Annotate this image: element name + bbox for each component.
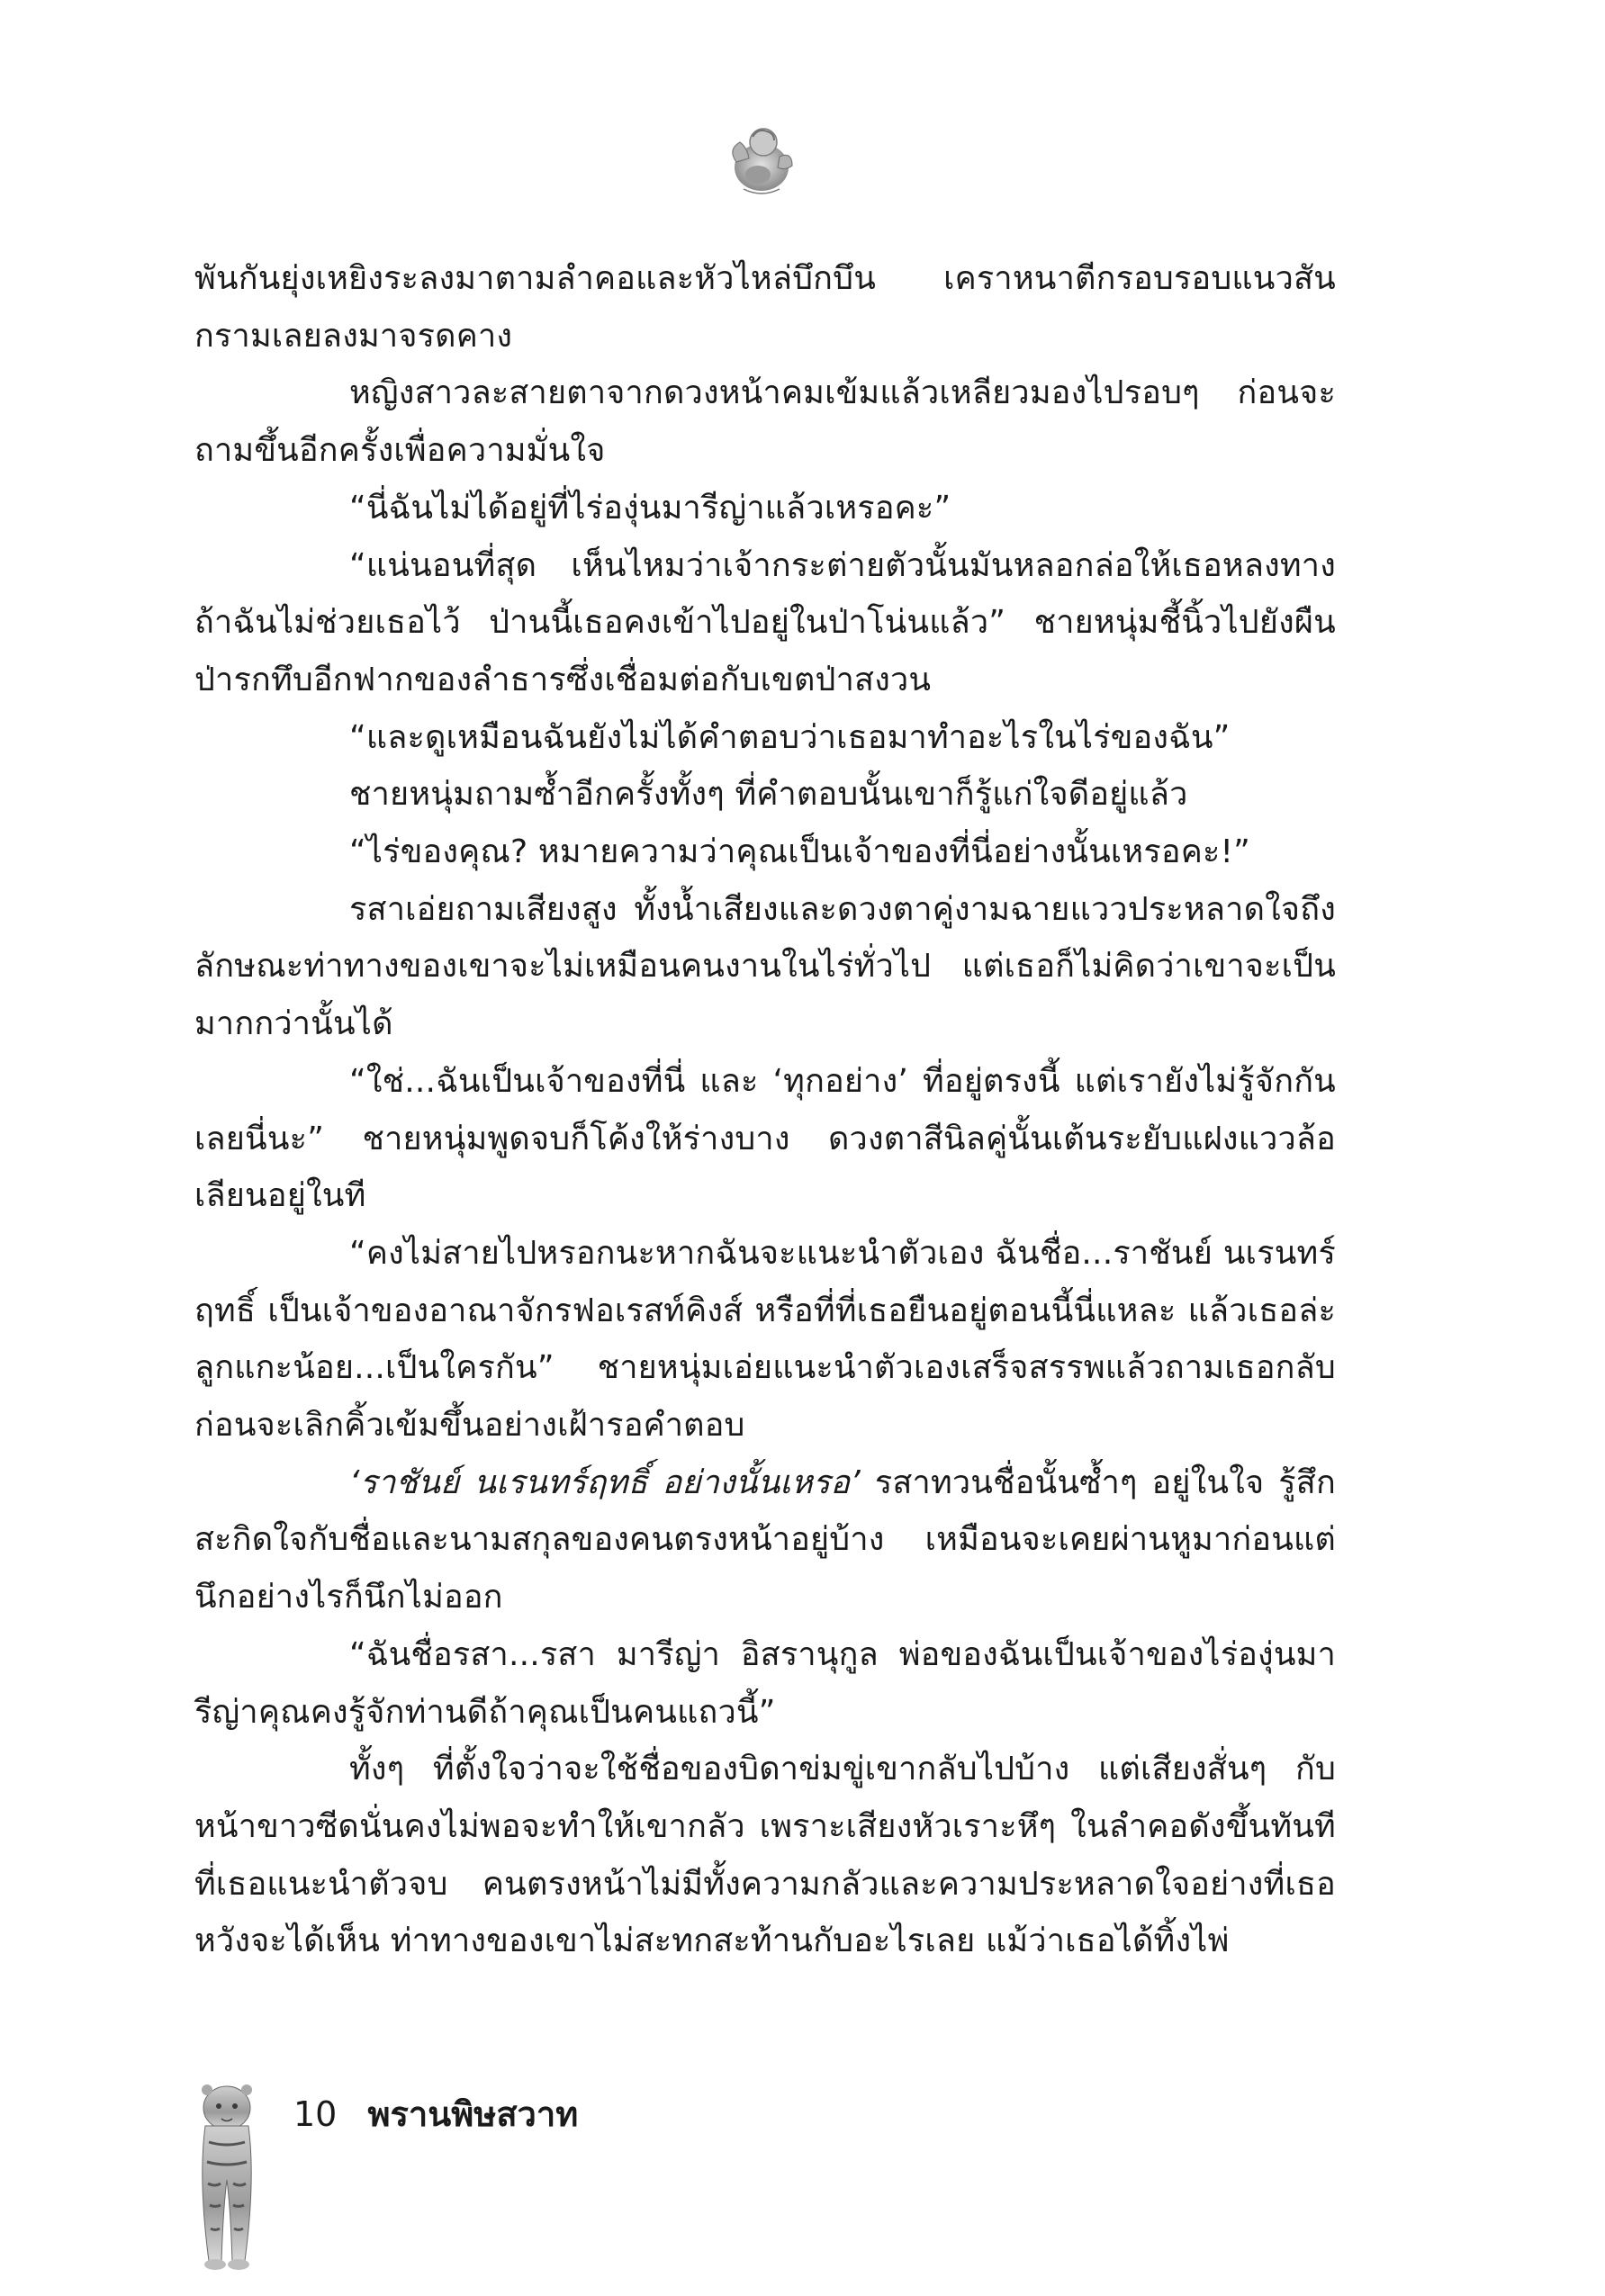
paragraph-text: “ฉันชื่อรสา...รสา มารีญ่า อิสรานุกูล พ่อของฉันเป็นเจ้าของไร่องุ่นมารีญ่าคุณคงรู้จักท่านดีถ้าคุณเป็นคนแถวนี้” xyxy=(194,1635,1336,1731)
paragraph-text: หญิงสาวละสายตาจากดวงหน้าคมเข้มแล้วเหลียวมองไปรอบๆ ก่อนจะถามขึ้นอีกครั้งเพื่อความมั่นใจ xyxy=(194,374,1336,470)
paragraph xyxy=(194,1626,1336,1741)
paragraph-text: รสาเอ่ยถามเสียงสูง ทั้งน้ำเสียงและดวงตาคู่งามฉายแววประหลาดใจถึงลักษณะท่าทางของเขาจะไม่เหมือนคนงานในไร่ทั่วไป แต่เธอก็ไม่คิดว่าเขาจะเป็นมากกว่านั้นได้ xyxy=(194,890,1336,1043)
paragraph xyxy=(194,1454,1336,1626)
paragraph xyxy=(194,1053,1336,1225)
paragraph xyxy=(194,709,1336,767)
page-footer xyxy=(293,2094,578,2134)
paragraph-text: “และดูเหมือนฉันยังไม่ได้คำตอบว่าเธอมาทำอะไรในไร่ของฉัน” xyxy=(349,718,1231,756)
body-text xyxy=(194,250,1336,1970)
paragraph-text: “นี่ฉันไม่ได้อยู่ที่ไร่องุ่นมารีญ่าแล้วเหรอคะ” xyxy=(349,489,951,527)
paragraph-text: “ใช่...ฉันเป็นเจ้าของที่นี่ และ ‘ทุกอย่าง’ ที่อยู่ตรงนี้ แต่เรายังไม่รู้จักกันเลยนี่นะ” ชายหนุ่มพูดจบก็โค้งให้ร่างบาง ดวงตาสีนิลคู่นั้นเต้นระยับแฝงแววล้อเลียนอยู่ในที xyxy=(194,1062,1336,1215)
tiger-illustration-icon xyxy=(185,2079,268,2277)
paragraph-text: รสาทวนชื่อนั้นซ้ำๆ อยู่ในใจ รู้สึกสะกิดใจกับชื่อและนามสกุลของคนตรงหน้าอยู่บ้าง เหมือนจะเคยผ่านหูมาก่อนแต่นึกอย่างไรก็นึกไม่ออก xyxy=(194,1463,1336,1616)
paragraph-text: ทั้งๆ ที่ตั้งใจว่าจะใช้ชื่อของบิดาข่มขู่เขากลับไปบ้าง แต่เสียงสั่นๆ กับหน้าขาวซีดนั่นคงไม่พอจะทำให้เขากลัว เพราะเสียงหัวเราะหึๆ ในลำคอดังขึ้นทันทีที่เธอแนะนำตัวจบ คนตรงหน้าไม่มีทั้งความกลัวและความประหลาดใจอย่างที่เธอหวังจะได้เห็น ท่าทางของเขาไม่สะทกสะท้านกับอะไรเลย แม้ว่าเธอได้ทิ้งไพ่ xyxy=(194,1751,1336,1960)
paragraph xyxy=(194,881,1336,1053)
paragraph-text: “คงไม่สายไปหรอกนะหากฉันจะแนะนำตัวเอง ฉันชื่อ...ราชันย์ นเรนทร์ฤทธิ์ เป็นเจ้าของอาณาจักรฟอเรสท์คิงส์ หรือที่ที่เธอยืนอยู่ตอนนี้นี่แหละ แล้วเธอล่ะลูกแกะน้อย...เป็นใครกัน” ชายหนุ่มเอ่ยแนะนำตัวเองเสร็จสรรพแล้วถามเธอกลับก่อนจะเลิกคิ้วเข้มขึ้นอย่างเฝ้ารอคำตอบ xyxy=(194,1234,1336,1445)
paragraph xyxy=(194,766,1336,824)
paragraph xyxy=(194,250,1336,365)
paragraph xyxy=(194,365,1336,479)
paragraph-text: “ไร่ของคุณ? หมายความว่าคุณเป็นเจ้าของที่นี่อย่างนั้นเหรอคะ!” xyxy=(349,833,1250,871)
paragraph xyxy=(194,480,1336,537)
italic-thought: ‘ราชันย์ นเรนทร์ฤทธิ์ อย่างนั้นเหรอ’ xyxy=(349,1463,861,1501)
book-title: พรานพิษสวาท xyxy=(367,2094,579,2134)
paragraph xyxy=(194,537,1336,709)
page-number: 10 xyxy=(293,2094,338,2134)
paragraph-text: พันกันยุ่งเหยิงระลงมาตามลำคอและหัวไหล่บึกบึน เคราหนาตีกรอบรอบแนวสันกรามเลยลงมาจรดคาง xyxy=(194,260,1336,355)
cherub-ornament-icon xyxy=(717,117,803,203)
paragraph-text: “แน่นอนที่สุด เห็นไหมว่าเจ้ากระต่ายตัวนั้นมันหลอกล่อให้เธอหลงทาง ถ้าฉันไม่ช่วยเธอไว้ ป่านนี้เธอคงเข้าไปอยู่ในป่าโน่นแล้ว” ชายหนุ่มชี้นิ้วไปยังผืนป่ารกทึบอีกฟากของลำธารซึ่งเชื่อมต่อกับเขตป่าสงวน xyxy=(194,546,1336,698)
paragraph xyxy=(194,1741,1336,1970)
paragraph xyxy=(194,1225,1336,1454)
paragraph xyxy=(194,824,1336,881)
paragraph-text: ชายหนุ่มถามซ้ำอีกครั้งทั้งๆ ที่คำตอบนั้นเขาก็รู้แก่ใจดีอยู่แล้ว xyxy=(349,776,1188,814)
